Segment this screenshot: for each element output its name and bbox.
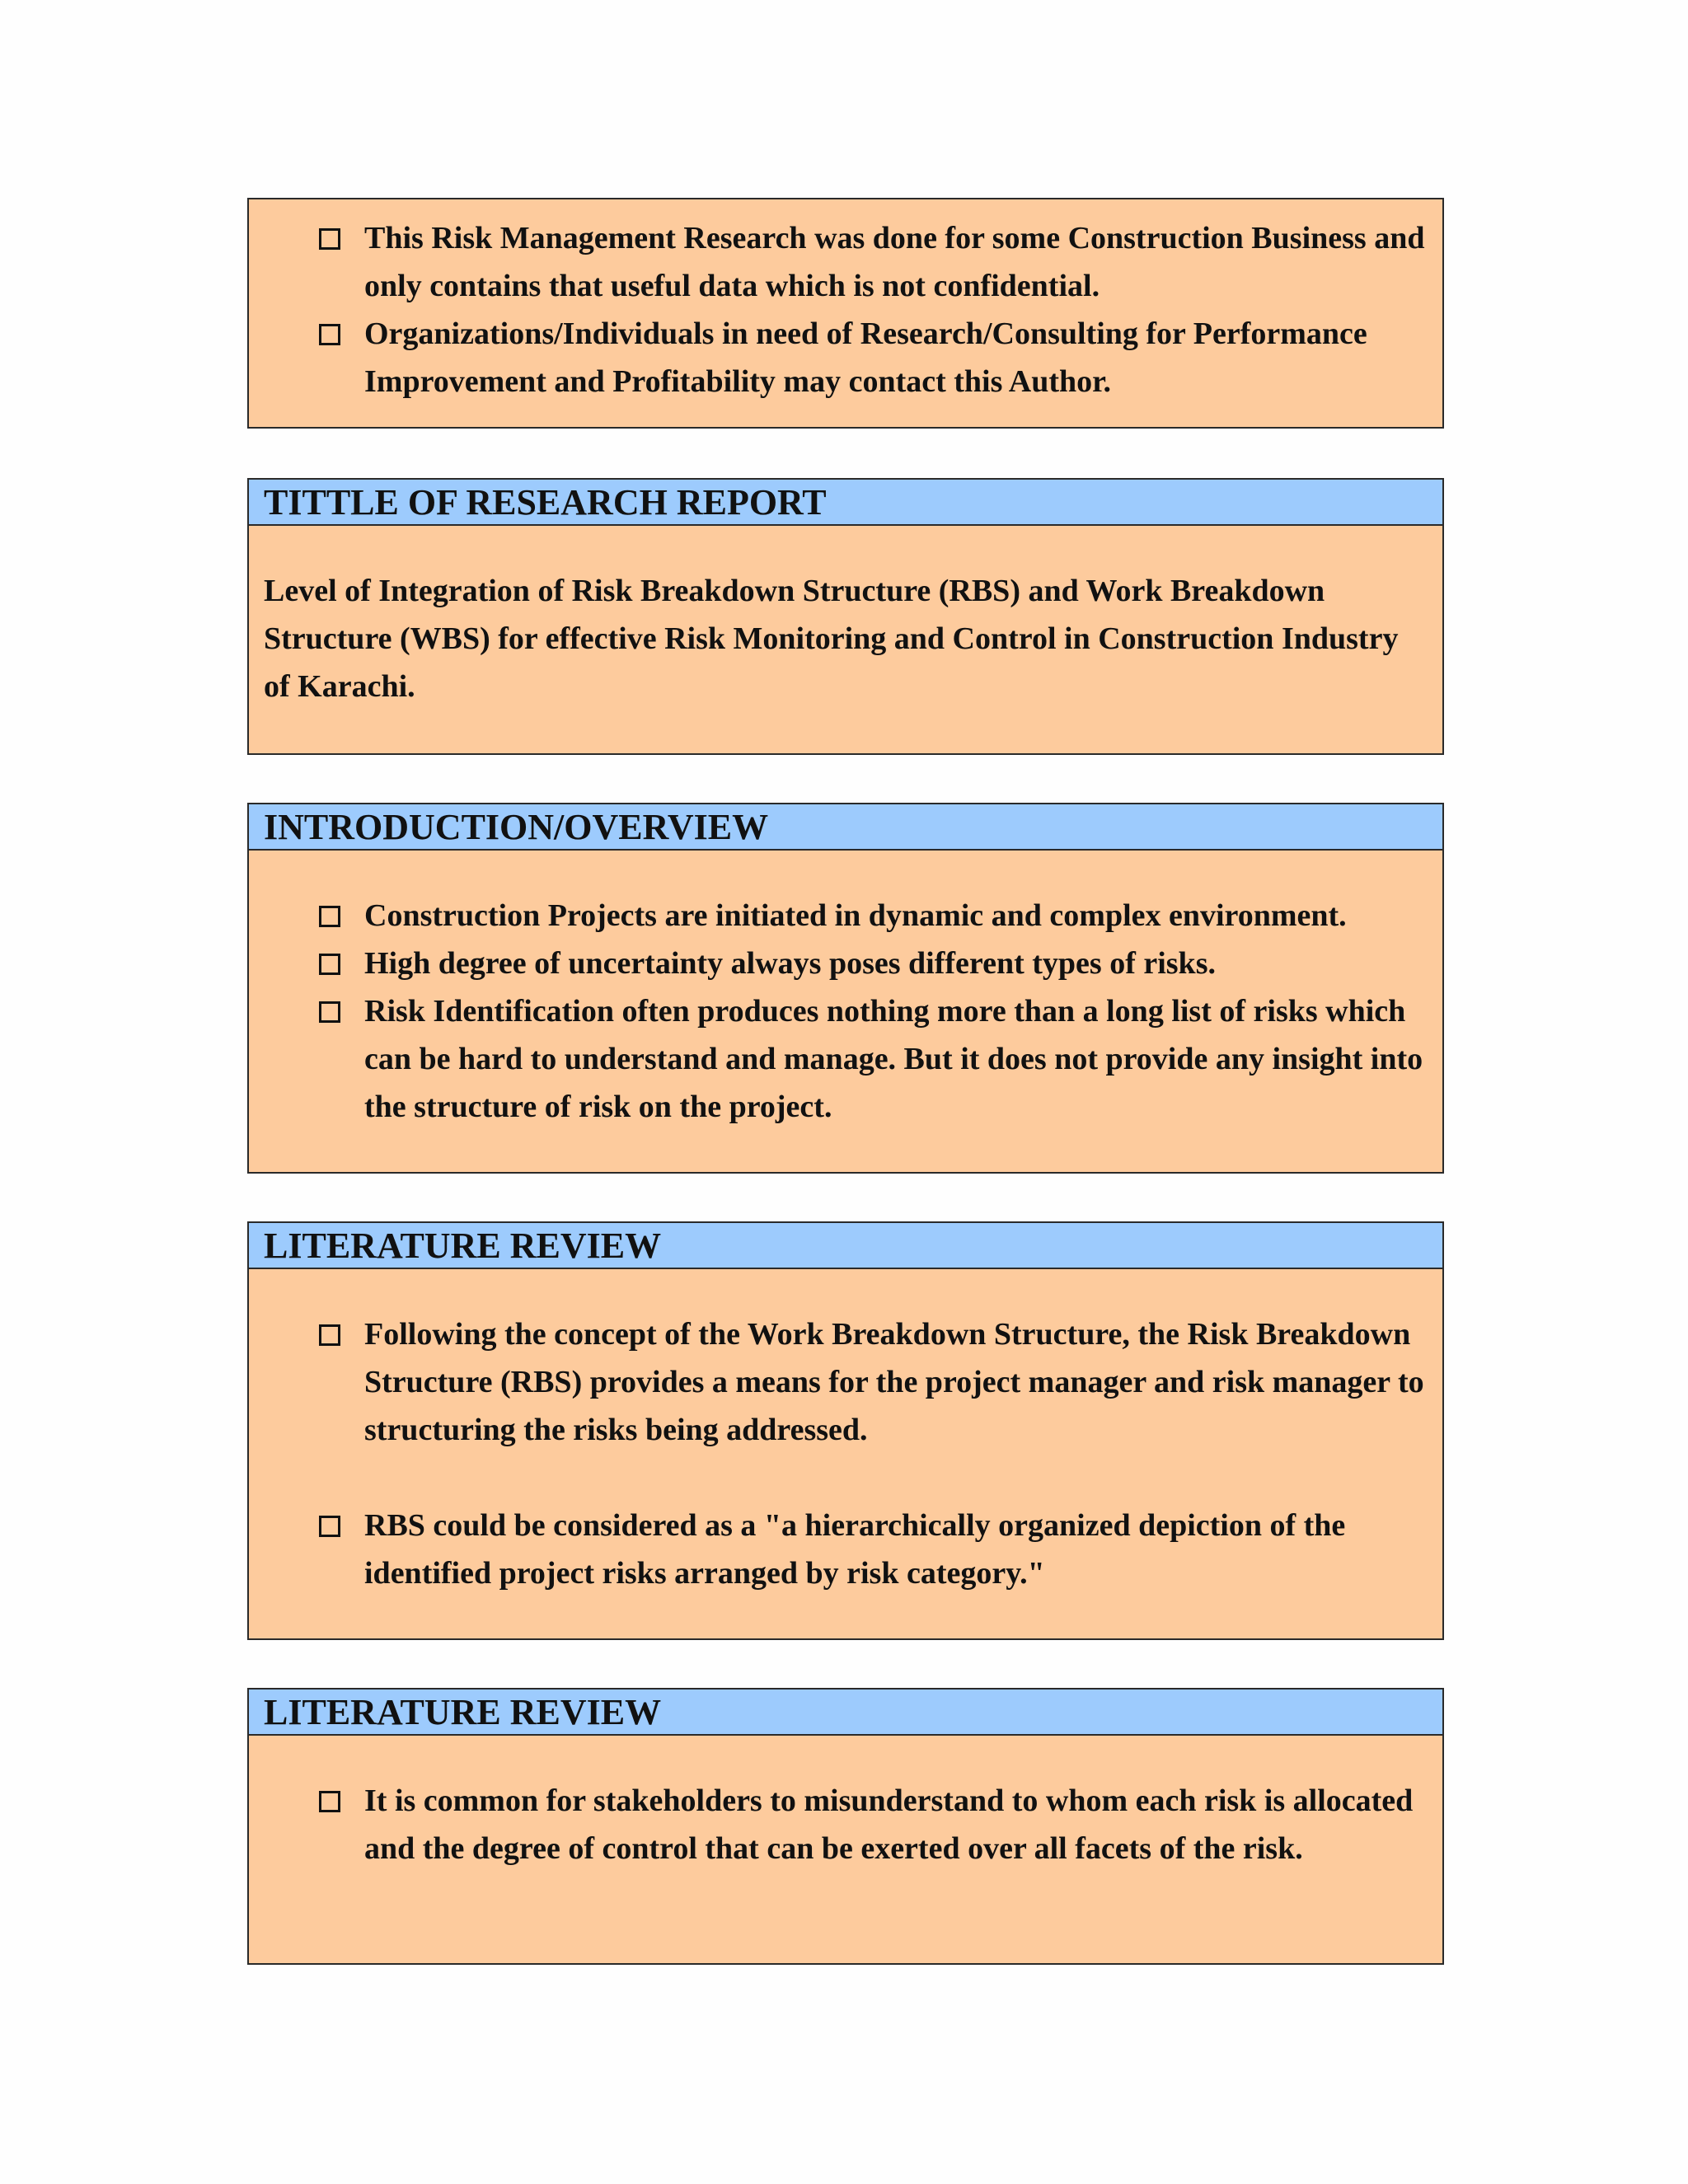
checkbox-icon (319, 1001, 340, 1023)
list-item (249, 1777, 1442, 1872)
list-item (249, 310, 1442, 405)
checkbox-icon (319, 1324, 340, 1346)
introduction-list (249, 892, 1442, 1131)
note-box (247, 198, 1444, 429)
checkbox-icon (319, 906, 340, 927)
list-item-text: High degree of uncertainty always poses different types of risks. (364, 946, 1216, 981)
literature-review-box (247, 1221, 1444, 1640)
literature-review-list (249, 1310, 1442, 1597)
literature-review-box-2 (247, 1688, 1444, 1965)
introduction-box (247, 803, 1444, 1174)
checkbox-icon (319, 1516, 340, 1537)
list-item-text: This Risk Management Research was done for some Construction Business and only contains that useful data which is not confidential. (364, 221, 1425, 303)
research-title-box (247, 478, 1444, 755)
list-item-text: Following the concept of the Work Breakdown Structure, the Risk Breakdown Structure (RBS) provides a means for the project manager and risk manager to structuring the risks being addressed. (364, 1317, 1424, 1447)
list-item (249, 987, 1442, 1131)
list-item-text: RBS could be considered as a "a hierarchically organized depiction of the identified project risks arranged by risk category." (364, 1508, 1346, 1591)
list-item-text: It is common for stakeholders to misunderstand to whom each risk is allocated and the degree of control that can be exerted over all facets of the risk. (364, 1783, 1414, 1866)
list-item-text: Construction Projects are initiated in dynamic and complex environment. (364, 898, 1347, 933)
checkbox-icon (319, 1791, 340, 1812)
list-item (249, 892, 1442, 940)
research-title-text: Level of Integration of Risk Breakdown Structure (RBS) and Work Breakdown Structure (WBS) for effective Risk Monitoring and Control in Construction Industry of Karachi. (264, 574, 1399, 704)
checkbox-icon (319, 954, 340, 975)
section-heading: TITTLE OF RESEARCH REPORT (249, 480, 1442, 526)
literature-review-body-2 (249, 1736, 1442, 1897)
research-title-body (249, 526, 1442, 735)
section-heading: LITERATURE REVIEW (249, 1690, 1442, 1736)
section-heading: INTRODUCTION/OVERVIEW (249, 804, 1442, 851)
list-item (249, 1502, 1442, 1597)
list-item-text: Risk Identification often produces nothing more than a long list of risks which can be hard to understand and manage. But it does not provide any insight into the structure of risk on the project. (364, 994, 1423, 1124)
list-item (249, 1310, 1442, 1454)
section-heading: LITERATURE REVIEW (249, 1223, 1442, 1269)
checkbox-icon (319, 324, 340, 345)
note-list (249, 214, 1442, 405)
literature-review-body (249, 1269, 1442, 1622)
list-item (249, 940, 1442, 987)
note-box-body (249, 199, 1442, 430)
checkbox-icon (319, 228, 340, 250)
list-item-text: Organizations/Individuals in need of Research/Consulting for Performance Improvement and Profitability may contact this Author. (364, 316, 1367, 399)
list-item (249, 214, 1442, 310)
literature-review-list-2 (249, 1777, 1442, 1872)
introduction-body (249, 851, 1442, 1155)
